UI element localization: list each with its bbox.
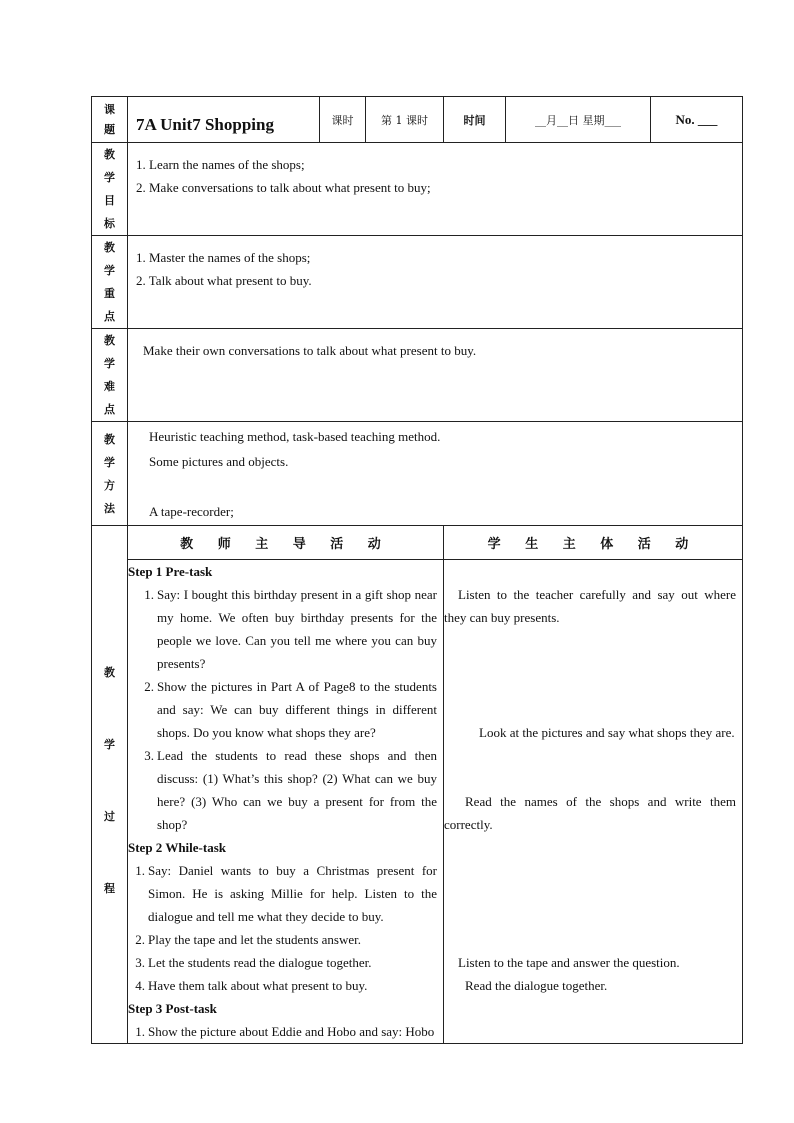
step-3-item: 1. Show the picture about Eddie and Hobo and say: Hobo bbox=[135, 1024, 435, 1039]
step-1-title: Step 1 Pre-task bbox=[128, 564, 213, 579]
objectives-row bbox=[92, 143, 743, 236]
teacher-activities bbox=[128, 560, 444, 1044]
activity-header-row bbox=[92, 526, 743, 560]
period-value: 第 1 课时 bbox=[366, 97, 444, 143]
step-2-item: 3. Let the students read the dialogue together. bbox=[135, 955, 372, 970]
difficulties-label bbox=[92, 329, 128, 422]
methods-label-text: 教学方法 bbox=[104, 433, 115, 515]
methods-row bbox=[92, 422, 743, 526]
process-label-char: 教 bbox=[104, 665, 115, 679]
objective-item: 1. Learn the names of the shops; bbox=[136, 157, 305, 172]
objectives-content bbox=[128, 143, 743, 236]
step-3-title: Step 3 Post-task bbox=[128, 1001, 217, 1016]
key-point-item: 2. Talk about what present to buy. bbox=[136, 273, 312, 288]
key-point-item: 1. Master the names of the shops; bbox=[136, 250, 311, 265]
time-label: 时间 bbox=[444, 97, 506, 143]
student-activity: Listen to the tape and answer the question. bbox=[458, 955, 680, 970]
key-points-content bbox=[128, 236, 743, 329]
difficulties-row bbox=[92, 329, 743, 422]
method-item: A tape-recorder; bbox=[149, 504, 234, 519]
lesson-number: No. ___ bbox=[651, 97, 743, 143]
step-1-item: 3. Lead the students to read these shops and then discuss: (1) What’s this shop? (2) What can we buy here? (3) Who can we buy a present for from the shop? bbox=[144, 748, 437, 832]
methods-label bbox=[92, 422, 128, 526]
objective-item: 2. Make conversations to talk about what present to buy; bbox=[136, 180, 431, 195]
step-2-item: 1. Say: Daniel wants to buy a Christmas present for Simon. He is asking Millie for help. Listen to the dialogue and tell me what they decide to buy. bbox=[135, 863, 437, 924]
student-activities bbox=[444, 560, 743, 1044]
difficulties-content bbox=[128, 329, 743, 422]
student-activity: Read the names of the shops and write them correctly. bbox=[444, 794, 736, 832]
objectives-label bbox=[92, 143, 128, 236]
step-1-item: 1. Say: I bought this birthday present in a gift shop near my home. We often buy birthday presents for the people we love. Can you tell me where you can buy presents? bbox=[144, 587, 437, 671]
process-label-char: 过 bbox=[104, 809, 115, 823]
key-points-row bbox=[92, 236, 743, 329]
objectives-label-text: 教学目标 bbox=[104, 148, 115, 230]
process-label-char: 学 bbox=[104, 737, 115, 751]
period-label: 课时 bbox=[320, 97, 366, 143]
method-item: Some pictures and objects. bbox=[149, 454, 289, 469]
step-2-item: 2. Play the tape and let the students answer. bbox=[135, 932, 362, 947]
step-1-item: 2. Show the pictures in Part A of Page8 to the students and say: We can buy different things in different shops. Do you know what shops they are? bbox=[144, 679, 437, 740]
header-row bbox=[92, 97, 743, 143]
difficulty-item: Make their own conversations to talk about what present to buy. bbox=[143, 343, 477, 358]
teacher-activity-header: 教 师 主 导 活 动 bbox=[128, 526, 444, 560]
step-2-item: 4. Have them talk about what present to buy. bbox=[135, 978, 368, 993]
activity-body-row bbox=[92, 560, 743, 1044]
student-activity: Listen to the teacher carefully and say out where they can buy presents. bbox=[444, 587, 736, 625]
key-points-label bbox=[92, 236, 128, 329]
lesson-title: 7A Unit7 Shopping bbox=[128, 97, 320, 143]
student-activity: Look at the pictures and say what shops they are. bbox=[479, 725, 735, 740]
methods-content bbox=[128, 422, 743, 526]
student-activity: Read the dialogue together. bbox=[465, 978, 608, 993]
process-label bbox=[92, 526, 128, 1044]
step-2-title: Step 2 While-task bbox=[128, 840, 226, 855]
key-points-label-text: 教学重点 bbox=[104, 241, 115, 323]
date-value: __月__日 星期___ bbox=[506, 97, 651, 143]
method-item: Heuristic teaching method, task-based teaching method. bbox=[149, 429, 441, 444]
student-activity-header: 学 生 主 体 活 动 bbox=[444, 526, 743, 560]
lesson-plan-table bbox=[91, 96, 743, 1044]
difficulties-label-text: 教学难点 bbox=[104, 334, 115, 416]
process-label-char: 程 bbox=[104, 881, 115, 895]
topic-label: 课题 bbox=[92, 97, 128, 143]
